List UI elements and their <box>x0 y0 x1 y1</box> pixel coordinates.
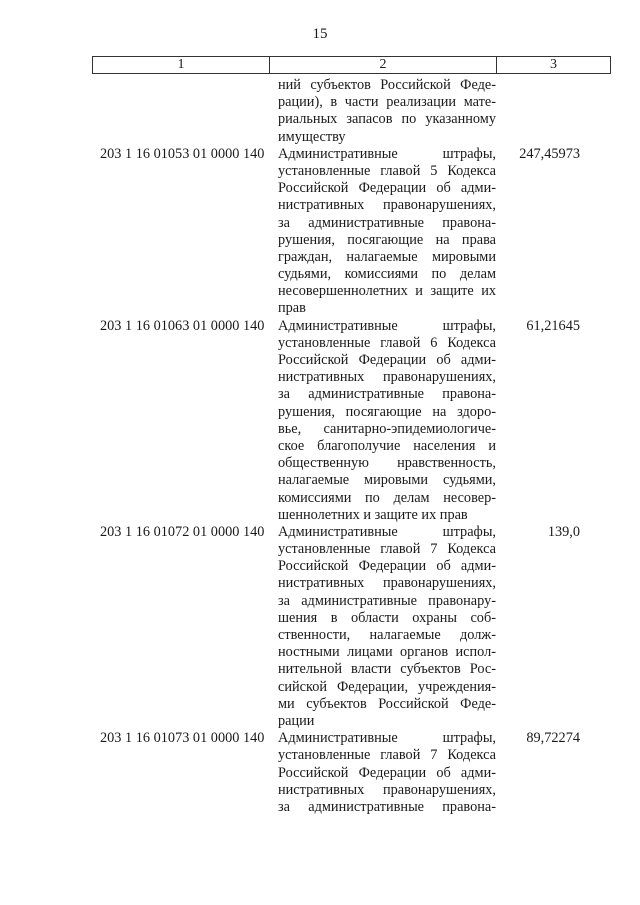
budget-code: 203 1 16 01063 01 0000 140 <box>100 317 265 334</box>
description-line: Административные штрафы, <box>278 730 496 747</box>
description-line: за административные правонару- <box>278 592 496 609</box>
description-line: Российской Федерации об адми- <box>278 764 496 781</box>
description-line: граждан, налагаемые мировыми <box>278 248 496 265</box>
table-row <box>94 146 614 318</box>
description-line: налагаемые мировыми судьями, <box>278 472 496 489</box>
description-line: нистративных правонарушениях, <box>278 197 496 214</box>
description-line: Административные штрафы, <box>278 145 496 162</box>
description-line: рации), в части реализации мате- <box>278 94 496 111</box>
description-line: за административные правона- <box>278 386 496 403</box>
description-line: Российской Федерации об адми- <box>278 180 496 197</box>
description-line: рушения, посягающие на права <box>278 231 496 248</box>
table-row <box>94 318 614 524</box>
description-line: вье, санитарно-эпидемиологиче- <box>278 420 496 437</box>
description-line: комиссиями по делам несовер- <box>278 489 496 506</box>
revenue-description <box>278 77 496 146</box>
description-line: ское благополучие населения и <box>278 437 496 454</box>
description-line: несовершеннолетних и защите их <box>278 283 496 300</box>
table-row <box>94 77 614 146</box>
description-line: прав <box>278 300 306 317</box>
description-line: риальных запасов по указанному <box>278 111 496 128</box>
description-line: за административные правона- <box>278 214 496 231</box>
page-number: 15 <box>312 26 328 42</box>
description-line: нистративных правонарушениях, <box>278 369 496 386</box>
header-col-2: 2 <box>270 57 497 73</box>
description-line: установленные главой 7 Кодекса <box>278 541 496 558</box>
revenue-description <box>278 524 496 730</box>
revenue-description <box>278 318 496 524</box>
description-line: ностными лицами органов испол- <box>278 644 496 661</box>
amount-value: 89,72274 <box>526 730 580 747</box>
budget-code <box>94 77 278 146</box>
revenue-description <box>278 730 496 816</box>
description-line: общественную нравственность, <box>278 455 496 472</box>
description-line: Российской Федерации об адми- <box>278 352 496 368</box>
description-line: Административные штрафы, <box>278 317 496 334</box>
description-line: за административные правона- <box>278 798 496 815</box>
description-line: Административные штрафы, <box>278 523 496 540</box>
amount-value: 139,0 <box>547 523 580 540</box>
description-line: Российской Федерации об адми- <box>278 558 496 575</box>
description-line: нистративных правонарушениях, <box>278 781 496 798</box>
table-header <box>92 56 611 74</box>
description-line: судьями, комиссиями по делам <box>278 266 496 283</box>
description-line: установленные главой 6 Кодекса <box>278 334 496 351</box>
description-line: установленные главой 7 Кодекса <box>278 747 496 764</box>
amount-value: 61,21645 <box>526 317 580 334</box>
description-line: ми субъектов Российской Феде- <box>278 695 496 712</box>
budget-code: 203 1 16 01053 01 0000 140 <box>100 145 265 162</box>
description-line: рации <box>278 712 315 729</box>
description-line: установленные главой 5 Кодекса <box>278 162 496 179</box>
header-col-1: 1 <box>93 57 270 73</box>
table-row <box>94 524 614 730</box>
description-line: рушения, посягающие на здоро- <box>278 403 496 420</box>
description-line: ственности, налагаемые долж- <box>278 627 496 643</box>
amount-value: 247,45973 <box>519 145 580 162</box>
table-row <box>94 730 614 816</box>
budget-code: 203 1 16 01073 01 0000 140 <box>100 730 265 747</box>
description-line: шеннолетних и защите их прав <box>278 506 468 523</box>
description-line: сийской Федерации, учреждения- <box>278 678 496 695</box>
description-line: шения в области охраны соб- <box>278 609 496 626</box>
budget-code: 203 1 16 01072 01 0000 140 <box>100 523 265 540</box>
description-line: нистративных правонарушениях, <box>278 575 496 592</box>
revenue-description <box>278 146 496 318</box>
amount-value <box>496 77 614 146</box>
table-body <box>94 77 614 816</box>
description-line: нительной власти субъектов Рос- <box>278 661 496 678</box>
description-line: имуществу <box>278 128 346 145</box>
description-line: ний субъектов Российской Феде- <box>278 77 496 93</box>
header-col-3: 3 <box>550 57 557 72</box>
